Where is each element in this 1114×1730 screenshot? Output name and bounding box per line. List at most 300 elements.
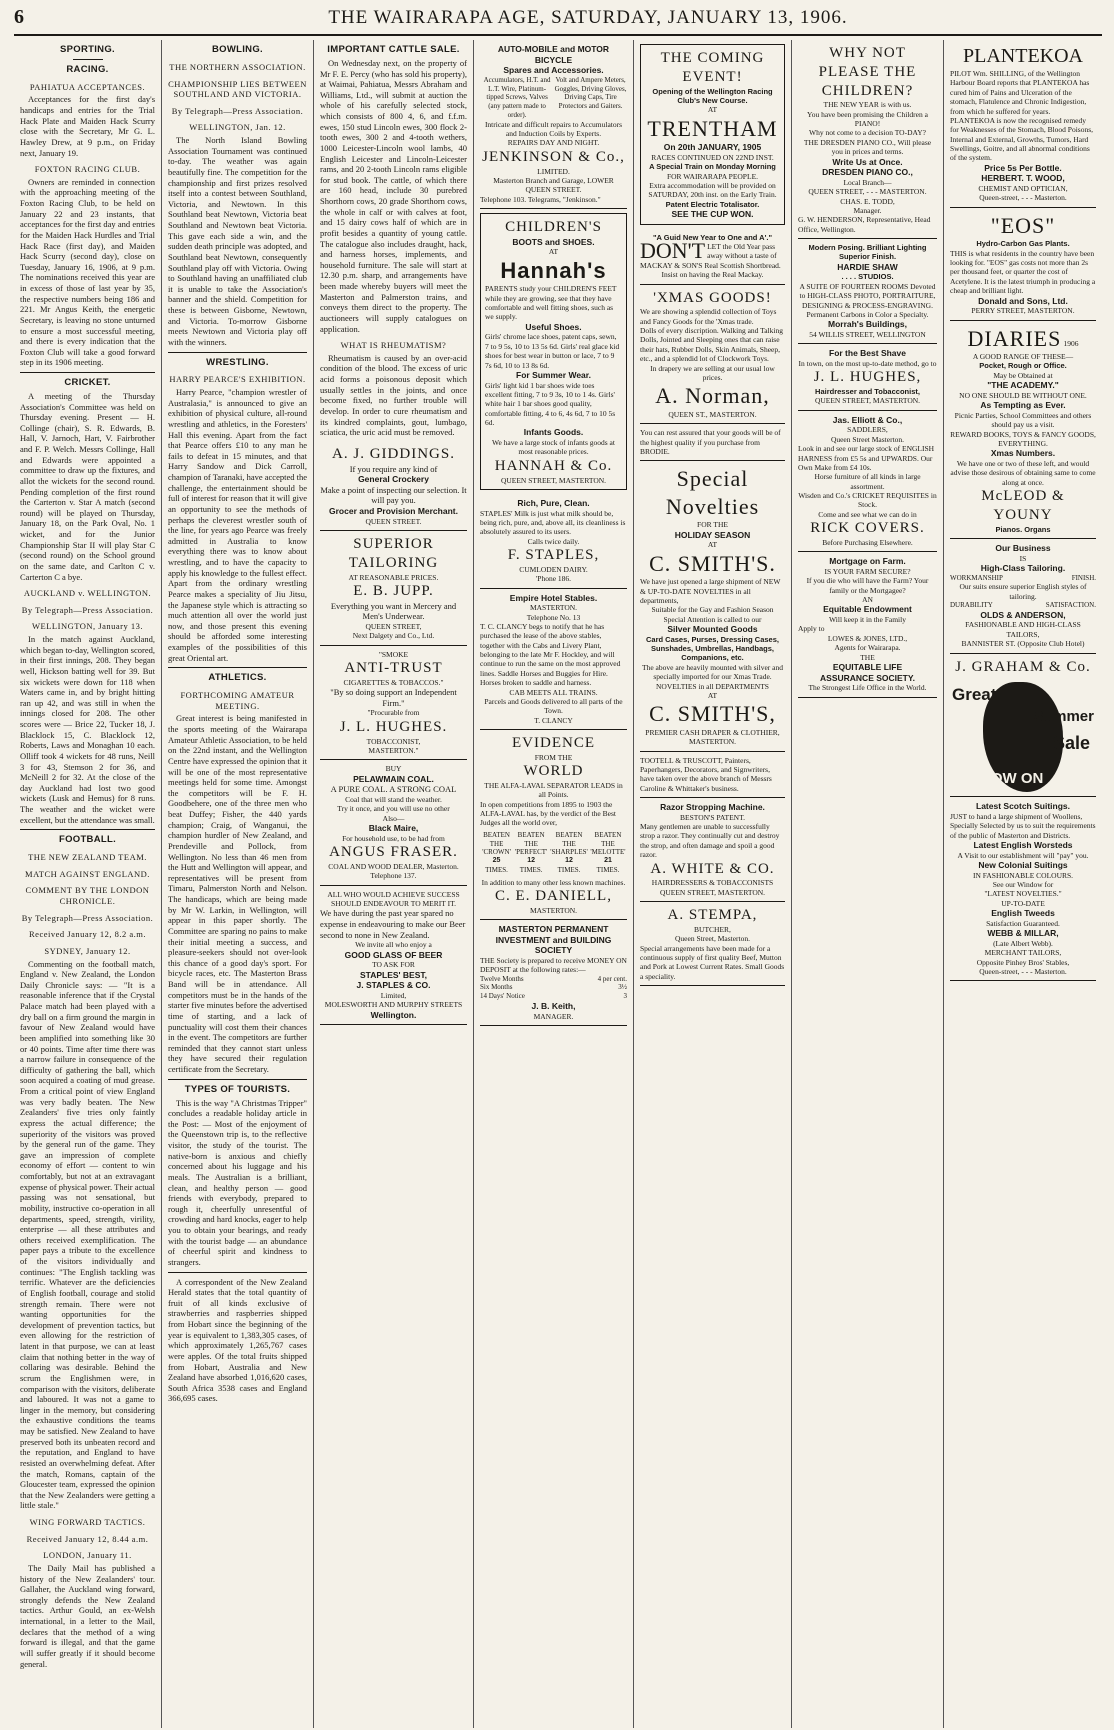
ad-subheadline: A Special Train on Monday Morning — [649, 162, 776, 172]
ad-headline: Latest English Worsteds — [973, 840, 1073, 850]
article-heading: WING FORWARD TACTICS. — [29, 1517, 146, 1527]
ad-text: Picnic Parties, School Committees and others should pay us a visit. — [954, 410, 1092, 430]
ad-text: Suitable for the Gay and Fashion Season — [651, 605, 774, 615]
advertiser-name: McLEOD & YOUNY — [981, 488, 1065, 523]
article-text: Harry Pearce, "champion wrestler of Australasia," is announced to give an exhibition of physical culture, all-round wrestling and athletics, in the Foresters' Hall this evening. Apart from the fact that Pearce offers £10 to any man he fails to defeat in 15 minutes, and that Harry Sandow and Dick Carroll, champion of Taranaki, have accepted the challenge, the entertainment should be full of interest for reason that it will give an opportunity to see the methods of perhaps the cleverest wrestler south of the line, for years ago Pearce was freely admitted in Australia to know everything there was to know about wrestling, and to have the capacity to apply his knowledge to the fullest effect. Apart from the ordinary wrestling Pearce makes a speciality of Jiu Jitsu, the Japanese style which is attracting so much attention all over the world just now, and those present this evening should be afforded some interesting examples of the possibilities of this great Oriental art. — [168, 387, 307, 663]
section-heading: IMPORTANT CATTLE SALE. — [327, 44, 460, 55]
ad-text: THE ALFA-LAVAL SEPARATOR LEADS in all Points. — [484, 780, 623, 800]
ad-headline: Empire Hotel Stables. — [509, 592, 598, 603]
column-bowling — [162, 40, 314, 1728]
ad-staples-beer — [320, 886, 467, 1026]
ad-text: Many gentlemen are unable to successfully strop a razor. They continually cut and destroy the strop, and often damage and spoil a good razor. — [640, 822, 780, 860]
ad-trade: TOBACCONIST, — [366, 736, 421, 746]
ad-headline: High-Class Tailoring. — [980, 562, 1066, 573]
ad-text: THE Society is prepared to receive MONEY ON DEPOSIT at the following rates:— — [480, 955, 627, 975]
ad-headline: Mortgage on Farm. — [829, 556, 906, 567]
ad-headline: PLANTEKOA — [963, 45, 1083, 67]
ad-text: We have a large stock of infants goods at most reasonable prices. — [492, 438, 615, 457]
advertiser-name: J. L. HUGHES, — [813, 369, 922, 386]
ad-text: Calls twice daily. — [527, 536, 580, 546]
ad-address: Queen-street, - - - Masterton. — [979, 966, 1067, 976]
article-heading: WHAT IS RHEUMATISM? — [340, 340, 447, 351]
ad-trade: Grocer and Provision Merchant. — [329, 506, 458, 516]
sale-word: Summer — [1033, 708, 1094, 726]
ad-text: Our suits ensure superior English styles of tailoring. — [959, 582, 1087, 601]
ad-text: AT — [707, 540, 718, 550]
competition-entry: BEATEN THE 'CROWN' 25 TIMES. — [482, 830, 511, 874]
ad-jupp — [320, 531, 467, 646]
ad-text: FOR WAIRARAPA PEOPLE. — [666, 171, 759, 181]
ad-subheadline: BOOTS and SHOES. — [512, 236, 595, 247]
ad-label: DURABILITY — [950, 601, 993, 609]
ad-text: A PURE COAL. A STRONG COAL — [330, 784, 457, 795]
ad-plantekoa — [950, 40, 1096, 208]
ad-address: Morrah's Buildings, — [828, 319, 907, 330]
ad-headline: RICK COVERS. — [810, 520, 925, 537]
ad-text: THE NEW YEAR is with us. — [823, 100, 912, 110]
advertiser-name: ANGUS FRASER. — [329, 844, 458, 860]
ad-list: Card Cases, Purses, Dressing Cases, Sunshades, Umbrellas, Handbags, Companions, etc. — [646, 634, 779, 663]
ad-headline: AUTO-MOBILE and MOTOR BICYCLE — [497, 44, 610, 65]
ad-text: IN FASHIONABLE COLOURS. — [972, 870, 1074, 880]
ad-text: AT — [707, 105, 718, 115]
ad-eos — [950, 208, 1096, 321]
ad-text: FOR THE — [697, 520, 728, 530]
ad-text: Coal that will stand the weather. — [345, 794, 442, 804]
column-ads-motor — [474, 40, 634, 1728]
ad-item: Black Maire, — [368, 823, 419, 833]
ad-text: Intricate and difficult repairs to Accumulators and Induction Coils by Experts. — [484, 119, 623, 138]
ad-headline: Latest Scotch Suitings. — [976, 801, 1070, 812]
article-text: A correspondent of the New Zealand Herald states that the total quantity of fruit of all kinds exclusive of strawberries and raspberries shipped from Hobart since the beginning of the year is equivalent to 1,383,305 cases, of which approximately 1,265,767 cases were apples. Of the total fruits shipped from Hobart, Australia and New Zealand have absorbed 1,016,620 cases, South Africa 3538 cases and England 366,695 cases. — [168, 1276, 307, 1404]
ad-text: CHAS. E. TODD, — [840, 196, 895, 206]
ad-headline: WORLD — [523, 763, 584, 780]
ad-text: You can rest assured that your goods will be of the highest quality if you purchase from BRODIE. — [640, 428, 781, 456]
ad-text: STAPLES' Milk is just what milk should be, being rich, pure, and, above all, its cleanliness is absolutely assured to its users. — [480, 508, 626, 537]
ad-subheadline: Infants Goods. — [523, 427, 584, 438]
ad-hughes-shave — [798, 344, 937, 411]
advertiser-name: OLDS & ANDERSON, — [980, 609, 1066, 620]
section-heading: TYPES OF TOURISTS. — [184, 1083, 291, 1095]
article-heading: COMMENT BY THE LONDON CHRONICLE. — [25, 885, 150, 906]
ad-headline: Special Novelties — [665, 466, 760, 519]
ad-white — [640, 798, 785, 902]
ad-headline: New Colonial Suitings — [978, 860, 1068, 870]
ad-empire-stables — [480, 589, 627, 731]
advertiser-name: "THE ACADEMY." — [987, 380, 1059, 391]
ad-text: NOVELTIES in all DEPARTMENTS — [656, 681, 769, 691]
ad-headline: PELAWMAIN COAL. — [353, 773, 434, 784]
ad-headline: "EOS" — [990, 212, 1056, 238]
competition-entry: BEATEN THE 'SHARPLES' 12 TIMES. — [550, 830, 588, 874]
advertiser-name: Donald and Sons, Ltd. — [978, 295, 1068, 306]
ad-text: T. C. CLANCY begs to notify that he has purchased the lease of the above stables, together with the Cabs and Livery Plant, belonging to the late Mr F. Hockley, and will continue to run the same on the most approved lines. Saddle Horses and Buggies for Hire. Horses broken to saddle and harness. — [480, 621, 621, 688]
ad-headline: 'XMAS GOODS! — [653, 289, 772, 306]
ad-headline: PLEASE THE — [818, 63, 917, 80]
ad-text: We are showing a splendid collection of Toys and Fancy Goods for the 'Xmas trade. — [640, 307, 777, 326]
ad-hardie-shaw — [798, 239, 937, 344]
ad-address: Masterton Branch and Garage, LOWER QUEEN STREET. — [493, 175, 614, 195]
ad-subheadline: For Summer Wear. — [516, 369, 591, 380]
ad-text: TOOTELL & TRUSCOTT, Painters, Paperhangers, Decorators, and Signwriters, have taken over the above branch of Messrs Caroline & Whittaker's business. — [640, 755, 772, 793]
column-sporting — [14, 40, 162, 1728]
ad-text: G. W. HENDERSON, Representative, Head Office, Wellington. — [798, 215, 931, 234]
ad-subheadline: Equitable Endowment — [823, 604, 912, 615]
ad-text: You have been promising the Children a PIANO! — [807, 109, 928, 128]
ad-text: Also— — [382, 813, 405, 823]
ad-text: If you die who will have the Farm? Your family or the Mortgagee? — [806, 576, 929, 595]
ad-text: Will keep it in the Family — [829, 615, 906, 624]
ad-list: Accumulators, H.T. and L.T. Wire, Platinum-tipped Screws, Valves (any pattern made to order). — [483, 75, 551, 119]
ad-address: QUEEN STREET, MASTERTON. — [500, 475, 607, 485]
ad-headline: Our Business — [995, 542, 1051, 553]
advertiser-name: HARDIE SHAW — [837, 261, 898, 272]
article-heading: THE NEW ZEALAND TEAM. — [28, 852, 147, 863]
section-heading: CRICKET. — [64, 377, 111, 388]
ad-headline: DIARIES — [967, 325, 1062, 351]
ad-text: IS — [1019, 553, 1027, 563]
dateline: LONDON, January 11. — [43, 1550, 132, 1561]
advertiser-name: A. J. GIDDINGS. — [332, 445, 455, 462]
article-text: The Daily Mail has published a history of the New Zealanders' tour. Gallaher, the Auckland wing forward, strongly defends the New Zealand tactics. Arthur Gould, an ex-Welsh international, in a letter to the Mail, declares that the method of a wing forward is illegal, and that the game will suffer greatly if it should become general. — [20, 1562, 155, 1669]
ad-subheadline: Silver Mounted Goods — [667, 624, 758, 634]
summer-sale-block — [950, 682, 1096, 792]
advertiser-name: C. SMITH'S, — [649, 701, 776, 727]
article-text: The North Island Bowling Association Tournament was continued to-day. The weather was again beautifully fine. The competition for the championship and first prizes resolved itself into a contest between Southland, Victoria, and Newtown. In this Southland beat Newtown, Victoria beat Southland and Newtown beat Victoria. This gave each side a win, and the sudden death principle was adopted, and Southland beat Newtown, consequently Southland play off with Victoria. Owing to Southland having an unaffiliated club it is unable to take the Association's banner and the shield. Competition for these is between Gisborne, Newtown, and Victoria. To-morrow Gisborne meets Newtown and Victoria play off with the winners. — [168, 135, 307, 347]
ad-subheadline: . . . . STUDIOS. — [841, 272, 894, 282]
ad-subheadline: Spares and Accessories. — [503, 65, 604, 76]
ad-headline: CHILDREN'S — [505, 219, 602, 235]
ad-text: Special Attention is called to our — [663, 614, 762, 624]
ad-text: "Procurable from — [367, 708, 420, 718]
advertiser-name: Hannah's — [500, 257, 607, 283]
byline: By Telegraph—Press Association. — [171, 105, 304, 116]
ad-headline: THE COMING EVENT! — [660, 50, 765, 85]
ad-text: THIS is what residents in the country have been looking for. "EOS" gas costs not more than 2s per thousand feet, or quarter the cost of Acetylene. It is the latest triumph in producing a cheap and brilliant light. — [950, 248, 1096, 296]
received: Received January 12, 8.2 a.m. — [29, 929, 146, 940]
ad-olds-anderson — [950, 539, 1096, 654]
article-text: Great interest is being manifested in the sports meeting of the Wairarapa Amateur Athletic Association, to be held on the 22nd instant, and the Wellington Centre have expressed the opinion that it will be one of the most representative meetings held for some time. Amongst the competitors will be F. H. Goodbehere, one of the three men who beat Duffey; Fisher, the 440 yards champion; Craig, of Wanganui, the champion hurdler of New Zealand, and Prendeville and Pollock, from Wellington. No less than 46 men from the Hutt and Wellington will appear, and representatives will be present from Timaru, Palmerston North and Nelson. The handicaps, which are being made by Mr W. Larkin, in Wellington, will appear in this paper shortly. The Committee are sparing no pains to make their initial meeting a success, and pleasure-seekers should not over-look this chance of a good day's sport. For bicycle races, etc. The Masterton Brass Band will be in attendance. All competitors must be in the hands of the starter five minutes before the advertised time of starting, and a lack of punctuality will cost them their chances in the event. The competitors are further reminded that they cannot start unless they have secured their regulation certificate from the Secretary. — [168, 713, 308, 1074]
ad-text: BUY — [385, 764, 402, 774]
byline: By Telegraph—Press Association. — [21, 604, 154, 615]
ad-headline: Rich, Pure, Clean. — [517, 497, 590, 508]
section-heading: FOOTBALL. — [58, 834, 117, 846]
ad-subheadline: Xmas Numbers. — [990, 448, 1056, 459]
article-text: Acceptances for the first day's handicaps and entries for the Trial Hack Plate and Maiden Hack Scurry close with the Secretary, Mr G. L. Hawley Drew, at 9 p.m., on Friday next, January 19. — [20, 94, 155, 158]
masthead — [14, 6, 1102, 36]
article-text: Rheumatism is caused by an over-acid condition of the blood. The excess of uric acid forms a poisonous deposit which usually settles in the joints, and once become fixed, no further trouble will develop. In order to cure rheumatism and its kindred complaints, gout, lumbago, sciatica, the uric acid must be removed. — [320, 352, 467, 438]
ad-text: AT — [707, 690, 718, 700]
section-heading: BOWLING. — [212, 44, 263, 55]
ad-text: PLANTEKOA is now the recognised remedy for Weaknesses of the Stomach, Blood Poisons, Internal and External, Growths, Tumors, Hard Swellings, Goitre, and all abnormal conditions of the system. — [950, 115, 1093, 163]
advertiser-name: J. STAPLES & CO. — [356, 980, 431, 991]
sale-word: Sale — [1052, 733, 1090, 754]
ad-list: Volt and Ampere Meters, Goggles, Driving Gloves, Driving Caps, Tire Protectors and Gaiters. — [554, 75, 627, 111]
dateline: SYDNEY, January 12. — [44, 945, 131, 956]
ad-address: Queen Street Masterton. — [830, 434, 905, 444]
ad-text: RACES CONTINUED ON 22ND INST. — [651, 152, 774, 162]
ad-trade: SADDLERS, — [847, 425, 888, 435]
advertiser-name: ASSURANCE SOCIETY. — [820, 672, 915, 683]
ad-text: PILOT Wm. SHILLING, of the Wellington Harbour Board reports that PLANTEKOA has cured him of Pains and Ulceration of the stomach, Flatulence and Chronic Indigestion, from which he suffered for years. — [950, 69, 1090, 116]
dateline: WELLINGTON, January 13. — [32, 621, 143, 632]
ad-phone: 'Phone 186. — [535, 574, 572, 584]
ad-subheadline: Opening of the Wellington Racing Club's New Course. — [652, 86, 773, 105]
ad-text: AN — [862, 595, 873, 604]
ad-address: QUEEN STREET, — [365, 621, 422, 631]
ad-stempa — [640, 902, 785, 986]
ad-trade: FASHIONABLE AND HIGH-CLASS TAILORS, — [965, 620, 1081, 639]
ad-address: QUEEN STREET, MASTERTON. — [659, 887, 766, 897]
ad-text: A GOOD RANGE OF THESE— — [972, 352, 1074, 361]
ad-address: BANNISTER ST. (Opposite Club Hotel) — [961, 639, 1085, 649]
ad-text: Everything you want in Mercery and Men's Underwear. — [330, 600, 457, 622]
ad-text: Special arrangements have been made for a continuous supply of first quality Beef, Mutton and Pork at Lowest Current Rates. Small Goods a speciality. — [640, 943, 785, 981]
article-heading: HARRY PEARCE'S EXHIBITION. — [169, 374, 306, 385]
ad-address: Next Dalgety and Co., Ltd. — [352, 631, 435, 641]
ad-headline: "A Guid New Year to One and A'." — [652, 232, 773, 242]
ad-subheadline: As Tempting as Ever. — [980, 400, 1066, 411]
ad-text: "LATEST NOVELTIES." — [984, 889, 1062, 899]
article-heading: FORTHCOMING AMATEUR MEETING. — [180, 690, 295, 711]
ad-text: Local Branch— — [843, 177, 892, 187]
advertiser-name: A. WHITE & CO. — [650, 860, 775, 877]
ad-headline: English Tweeds — [991, 908, 1055, 919]
ad-headline: WHY NOT — [829, 45, 906, 61]
ad-graham — [950, 654, 1096, 798]
ad-equitable — [798, 552, 937, 697]
advertiser-name: A. Norman, — [655, 383, 770, 409]
ad-text: TO ASK FOR — [372, 960, 415, 970]
competition-table — [480, 831, 627, 875]
advertiser-name: HERBERT. T. WOOD, — [981, 173, 1065, 184]
ad-trade: MERCHANT TAILORS, — [984, 948, 1062, 958]
article-heading: PAHIATUA ACCEPTANCES. — [29, 81, 146, 92]
ad-trade: COAL AND WOOD DEALER, Masterton. — [328, 861, 459, 871]
ad-text: Limited, — [380, 990, 407, 1000]
ad-building-society — [480, 920, 627, 1026]
competition-entry: BEATEN THE 'MELOTTE' 21 TIMES. — [590, 830, 626, 874]
ad-headline: Modern Posing. Brilliant Lighting Superior Finish. — [808, 243, 927, 262]
advertiser-name: JENKINSON & Co., — [482, 148, 625, 165]
ad-text: If you require any kind of — [349, 463, 438, 474]
ad-text: Before Purchasing Elsewhere. — [822, 537, 913, 547]
ad-trade: BUTCHER, — [694, 924, 731, 934]
column-ads-piano — [792, 40, 944, 1728]
ad-headline: ALL WHO WOULD ACHIEVE SUCCESS SHOULD ENDEAVOUR TO MERIT IT. — [327, 889, 460, 908]
advertiser-name: A. STEMPA, — [667, 907, 758, 923]
ad-trade: Hairdresser and Tobacconist, — [815, 387, 920, 396]
advertiser-name: J. GRAHAM & Co. — [955, 658, 1091, 675]
ad-text: (Late Albert Webb). — [993, 938, 1053, 948]
ad-item: General Crockery — [358, 474, 429, 485]
article-text: On Wednesday next, on the property of Mr F. E. Percy (who has sold his property), at Waimai, Pahiatua, Messrs Abraham and Williams, Ltd., will submit at auction the whole of his carefully selected stock, which consists of 800 4, 6, and f.f.m. ewes, 150 stud Lincoln ewes, 300 flock 2-tooth ewes, 300 2 and 4-tooth wethers, 1000 Leicester-Lincoln wool lambs, 40 English Leicester and Lincoln-Leicester rams, and 20 2-tooth Lincoln rams eligible for stud book. The cattle, of which there are 160 head, include 30 purebred Shorthorn cows, 20 grade Shorthorn cows, the whole in calf or with calves at foot, and 15 dairy cows half of which are in profit besides a quantity of young cattle. The catalogue also includes draught, hack, and harness horses, implements, and household furniture. The sale will start at 12.30 p.m. sharp, and arrangements have been made whereby buyers will meet the Masterton and Palmerston trains, and conveys them direct to the property. The auctioneers will supply catalogues on application. — [320, 57, 467, 334]
ad-text: Pianos. Organs — [995, 524, 1051, 534]
advertiser-name: HANNAH & Co. — [494, 457, 613, 474]
advertiser-name: J. L. HUGHES. — [339, 718, 448, 735]
ad-staples-dairy — [480, 494, 627, 589]
ad-hughes-tobacco — [320, 646, 467, 761]
ad-address: MASTERTON." — [368, 745, 419, 755]
ad-text: The above are heavily mounted with silver and specially imported for our Xmas Trade. — [642, 662, 783, 682]
ad-trade: CHEMIST AND OPTICIAN, — [978, 184, 1068, 193]
ad-text: In open competitions from 1895 to 1903 the ALFA-LAVAL has, by the verdict of the Best Judges all the world over, — [480, 799, 616, 828]
ad-text: UP-TO-DATE — [1001, 898, 1045, 908]
ad-text: A SUITE OF FOURTEEN ROOMS Devoted to HIGH-CLASS PHOTO, PORTRAITURE, DESIGNING & PROCESS-ENGRAVING. — [799, 281, 936, 310]
ad-trade: HAIRDRESSERS & TOBACCONISTS — [651, 878, 774, 888]
dropcap: DON'T — [640, 238, 706, 263]
ad-text: LIMITED. — [537, 166, 570, 176]
ad-headline: SEE THE CUP WON. — [671, 209, 754, 219]
ad-phone: Telephone No. 13 — [526, 612, 581, 622]
ad-subheadline: Useful Shoes. — [525, 321, 582, 332]
page-number: 6 — [14, 6, 24, 28]
ad-text: Wisden and Co.'s CRICKET REQUISITES in Stock. — [798, 491, 937, 510]
ad-norman — [640, 285, 785, 425]
ad-address: Queen Street, Masterton. — [675, 934, 750, 944]
ad-text: Look in and see our large stock of ENGLISH HARNESS from £5 5s and UPWARDS. Our Own Make from £4 10s. — [798, 444, 935, 472]
ad-text: JUST to hand a large shipment of Woollens, Specially Selected by us to suit the requirements of the public of Masterton and Districts. — [950, 811, 1096, 840]
rate-row: Six Months 3½ — [480, 983, 627, 992]
ad-text: Permanent Carbons in Color a Specialty. — [806, 309, 929, 319]
ad-jenkinson — [480, 40, 627, 209]
ad-text: MANAGER. — [533, 1011, 574, 1021]
ad-headline: TRENTHAM — [647, 115, 778, 141]
ad-headline: ANTI-TRUST — [344, 660, 443, 676]
ad-trentham — [640, 44, 785, 225]
column-ads-tailors — [944, 40, 1102, 1728]
article-heading: CHAMPIONSHIP LIES BETWEEN SOUTHLAND AND VICTORIA. — [168, 78, 307, 100]
ad-phone: Telephone 103. Telegrams, "Jenkinson." — [480, 194, 601, 204]
advertiser-name: DRESDEN PIANO CO., — [822, 167, 913, 178]
ad-subheadline: Pocket, Rough or Office. — [979, 361, 1067, 371]
article-heading: MATCH AGAINST ENGLAND. — [25, 868, 150, 879]
advertiser-name: E. B. JUPP. — [353, 582, 434, 599]
ad-text: NO ONE SHOULD BE WITHOUT ONE. — [959, 390, 1087, 400]
ad-fraser-coal — [320, 760, 467, 885]
ad-text: CAB MEETS ALL TRAINS. — [509, 687, 598, 697]
ad-item: GOOD GLASS OF BEER — [344, 949, 443, 960]
competition-entry: BEATEN THE 'PERFECT' 12 TIMES. — [514, 830, 548, 874]
ad-text: We have during the past year spared no expense in endeavouring to make our Beer second to none in New Zealand. — [320, 908, 466, 940]
ad-text: May be Obtained at — [993, 370, 1053, 380]
ad-headline: CHILDREN? — [821, 82, 914, 99]
ad-hannah — [480, 213, 627, 490]
ad-text: In town, on the most up-to-date method, go to — [798, 358, 937, 368]
ad-address: Queen-street, - - - Masterton. — [979, 193, 1067, 203]
ad-text: Agents for Wairarapa. — [834, 643, 901, 653]
article-text: This is the way "A Christmas Tripper" concludes a readable holiday article in the Post: — Most of the enjoyment of the Queenstown trip is, to the reflective visitor, the study of the tourist. The native-born is anxious and chiefly concerned about his luggage and his meals. The Australian is a brilliant, clean, and healthy person — good friends with everybody, prepared to rough it, cheerfully unresentful of crowding and hard knocks, eager to help you to obtain your bearings, and ready with the tourist badge — an abundance of cheerful spirit and kindness to strangers. — [168, 1097, 307, 1267]
ad-text: IS YOUR FARM SECURE? — [824, 566, 911, 576]
ad-address: MOLESWORTH AND MURPHY STREETS — [324, 1000, 463, 1010]
ad-text: "SMOKE — [378, 649, 409, 659]
ad-address: QUEEN STREET. — [365, 516, 422, 526]
advertiser-name: C. SMITH'S. — [649, 550, 776, 576]
advertiser-name: EQUITABLE LIFE — [832, 661, 903, 672]
ad-tootell — [640, 752, 785, 799]
ad-address: PERRY STREET, MASTERTON. — [971, 306, 1075, 316]
ad-address: CUMLODEN DAIRY. — [519, 564, 588, 574]
ad-price: Price 5s Per Bottle. — [984, 162, 1062, 173]
ad-date: On 20th JANUARY, 1905 — [663, 142, 762, 153]
ad-text: Girls' light kid 1 bar shoes wide toes excellent fitting, 7 to 9 3s, 10 to 1 4s. Girls' white hair 1 bar shoes good quality, comfortable fitting, 4 to 6, 4s 6d, 7 to 10 5s 6d. — [485, 380, 616, 427]
article-text: A meeting of the Thursday Association's Committee was held on Thursday evening. Present — H. Collinge (chair), S. R. Edwards, B. Hall, V. Jarnoch, Hart, V. Fairbrother and F. P. Welch. Messrs Collinge, Hall and Edwards were appointed a committee to draw up the fixtures, and allot the wickets for the second round. Pending completion of the first round the Carterton v. Star A match (second round) will be played on Thursday, January 18, on the Park Oval, No. 1 wicket, and for the Junior Championship Star II will play Star C (second round) on the School ground on the same date, and Carlton C v. Carterton C a bye. — [20, 390, 155, 582]
ad-text: PARENTS study your CHILDREN'S FEET while they are growing, see that they have comfortable and well fitting shoes, such as we supply. — [485, 284, 617, 322]
ad-text: For household use, to be had from — [342, 833, 445, 843]
newspaper-title: THE WAIRARAPA AGE, SATURDAY, JANUARY 13, 1906. — [328, 7, 848, 28]
ad-label: WORKMANSHIP — [950, 573, 1003, 582]
column-cattle-sale — [314, 40, 474, 1728]
byline: By Telegraph—Press Association. — [21, 912, 154, 923]
received: Received January 12, 8.44 a.m. — [26, 1533, 149, 1544]
section-heading: RACING. — [66, 63, 109, 75]
article-heading: THE NORTHERN ASSOCIATION. — [169, 61, 306, 72]
ad-text: We have just opened a large shipment of NEW & UP-TO-DATE NOVELTIES in all departments, — [640, 577, 781, 605]
ad-text: In drapery we are selling at our usual low prices. — [650, 363, 775, 382]
ad-text: AT — [548, 247, 559, 257]
ad-text: Apply to — [798, 624, 825, 634]
article-heading: AUCKLAND v. WELLINGTON. — [23, 588, 152, 599]
ad-text: Come and see what we can do in — [818, 509, 917, 519]
ad-text: "By so doing support an Independent Firm." — [330, 687, 457, 708]
ad-text: LOWES & JONES, LTD., — [827, 633, 908, 643]
article-text: In the match against Auckland, which began to-day, Wellington scored, in their first innings, 208. They began well, Hickson batting well for 39. But six wickets were down for 118 when Waters came in, and by bright hitting ran up 42, and was still in when the innings closed for 208. The other scores were — Brice 22, Tucker 18, J. Blacklock 15, C. Blacklock 12, Roberts, Laws and Monaghan 10 each. Olliff took 4 wickets for 48 runs, Neill 3 for 43, Stemson 2 for 36, and McNeill 2 for 32. At the close of the day Auckland had lost two good wickets (Lusk and Hemus) for 8 runs. The weather and the wicket were excellent, but the attendance was small. — [20, 634, 155, 825]
ad-phone: Telephone 137. — [370, 871, 417, 881]
ad-subheadline: Write Us at Once. — [832, 156, 903, 167]
rate-row: Twelve Months 4 per cent. — [480, 974, 627, 983]
advertiser-name: Jas. Elliott & Co., — [832, 414, 903, 425]
ad-text: In addition to many other less known machines. — [481, 877, 626, 887]
ad-text: A Visit to our establishment will "pay" you. — [957, 850, 1089, 860]
ad-text: REWARD BOOKS, TOYS & FANCY GOODS, EVERYTHING. — [950, 429, 1096, 448]
ad-item: STAPLES' BEST, — [359, 969, 428, 980]
ad-address: Opposite Pinhey Bros' Stables, — [976, 957, 1070, 967]
ad-address: MASTERTON. — [529, 603, 578, 613]
ad-text: Horse furniture of all kinds in large assortment. — [814, 472, 921, 491]
ad-text: Satisfaction Guaranteed. — [986, 918, 1060, 928]
ad-address: QUEEN STREET, - - - MASTERTON. — [808, 187, 927, 197]
advertiser-name: WEBB & MILLAR, — [987, 928, 1059, 939]
ad-text: We have one or two of these left, and would advise those desirous of obtaining same to come along at once. — [950, 458, 1096, 487]
ad-address: QUEEN STREET, MASTERTON. — [814, 396, 921, 406]
ad-headline: For the Best Shave — [829, 348, 906, 359]
ad-text: CIGARETTES & TOBACCOS." — [343, 677, 444, 687]
rate-row: 14 Days' Notice 3 — [480, 992, 627, 1001]
ad-subheadline: HOLIDAY SEASON — [674, 529, 751, 540]
ad-text: REPAIRS DAY AND NIGHT. — [507, 138, 600, 148]
ad-label: SATISFACTION. — [1045, 601, 1096, 609]
ad-alfa-laval — [480, 730, 627, 920]
ad-headline: MASTERTON PERMANENT INVESTMENT and BUILDING SOCIETY — [495, 924, 612, 956]
ad-text: FROM THE — [534, 752, 573, 762]
ad-headline: EVIDENCE — [512, 735, 595, 751]
ad-text: AT REASONABLE PRICES. — [348, 572, 439, 582]
column-ads-events — [634, 40, 792, 1728]
ad-text: Insist on having the Real Mackay. — [661, 270, 764, 280]
ad-subheadline: Hydro-Carbon Gas Plants. — [976, 239, 1070, 249]
ad-text: Manager. — [853, 205, 882, 215]
ad-text: THE — [860, 652, 875, 662]
ad-label: FINISH. — [1071, 573, 1096, 582]
ad-dresden — [798, 40, 937, 239]
section-heading: SPORTING. — [60, 44, 115, 55]
ad-address: Wellington. — [370, 1009, 417, 1020]
ad-address: 54 WILLIS STREET, WELLINGTON — [809, 329, 926, 339]
section-heading: WRESTLING. — [206, 356, 269, 368]
ad-giddings — [320, 441, 467, 531]
ad-text: Make a point of inspecting our selection. It will pay you. — [320, 484, 467, 506]
advertiser-name: T. CLANCY — [534, 715, 573, 725]
